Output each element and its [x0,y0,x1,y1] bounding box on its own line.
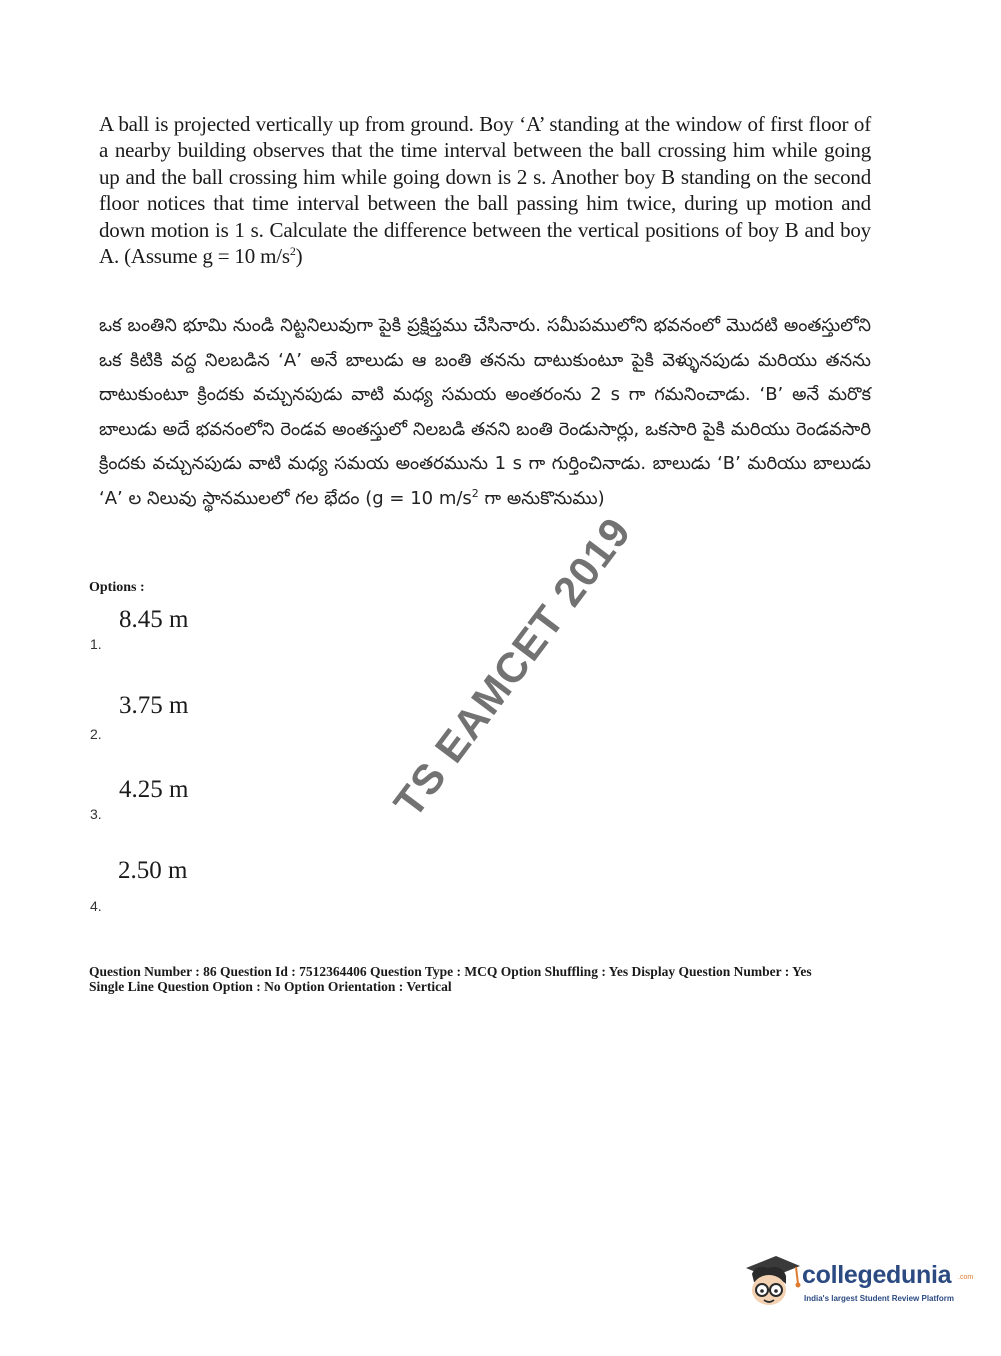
question-telugu [99,309,871,516]
option-1-number: 1. [90,636,102,652]
brand-name: collegedunia [802,1261,952,1289]
question-english-text: A ball is projected vertically up from ground. Boy ‘A’ standing at the window of first floor of a nearby building observes that the time interval between the ball crossing him while going up and the ball crossing him while going down is 2 s. Another boy B standing on the second floor notices that time interval between the ball passing him twice, during up motion and down motion is 1 s. Calculate the difference between the vertical positions of boy B and boy A. (Assume g = 10 m/s [99,112,871,269]
options-label: Options : [89,580,145,595]
option-1-value[interactable]: 8.45 m [119,606,189,633]
question-english-superscript: 2 [289,244,296,259]
question-metadata-line-2: Single Line Question Option : No Option Orientation : Vertical [89,979,452,994]
exam-watermark: TS EAMCET 2019 [384,508,640,826]
question-telugu-superscript: 2 [471,486,479,500]
option-4-value[interactable]: 2.50 m [118,857,188,884]
question-english-closing: ) [295,244,303,269]
question-telugu-closing: గా అనుకొనుము) [478,487,605,509]
question-english [99,111,871,269]
option-3-value[interactable]: 4.25 m [119,776,189,803]
brand-tagline: India's largest Student Review Platform [804,1294,954,1303]
option-4-number: 4. [90,898,102,914]
question-metadata-line-1: Question Number : 86 Question Id : 7512364406 Question Type : MCQ Option Shuffling : Yes Display Question Number : Yes [89,964,812,979]
option-2-number: 2. [90,726,102,742]
option-2-value[interactable]: 3.75 m [119,692,189,719]
student-mascot-icon [742,1250,802,1310]
question-telugu-text: ఒక బంతిని భూమి నుండి నిట్టనిలువుగా పైకి ప్రక్షిప్తము చేసినారు. సమీపములోని భవనంలో మొదటి అంతస్తులోని ఒక కిటికి వద్ద నిలబడిన ‘A’ అనే బాలుడు ఆ బంతి తనను దాటుకుంటూ పైకి వెళ్ళునపుడు మరియు తనను దాటుకుంటూ క్రిందకు వచ్చునపుడు వాటి మధ్య సమయ అంతరంను 2 s గా గమనించాడు. ‘B’ అనే మరొక బాలుడు అదే భవనంలోని రెండవ అంతస్తులో నిలబడి తనని బంతి రెండుసార్లు, ఒకసారి పైకి మరియు రెండవసారి క్రిందకు వచ్చునపుడు వాటి మధ్య సమయ అంతరమును 1 s గా గుర్తించినాడు. బాలుడు ‘B’ మరియు బాలుడు ‘A’ ల నిలువు స్థానములలో గల భేదం (g = 10 m/s [99,315,871,509]
brand-block [742,1250,972,1320]
question-metadata [89,964,919,994]
option-3-number: 3. [90,806,102,822]
brand-domain-suffix: .com [958,1274,974,1281]
